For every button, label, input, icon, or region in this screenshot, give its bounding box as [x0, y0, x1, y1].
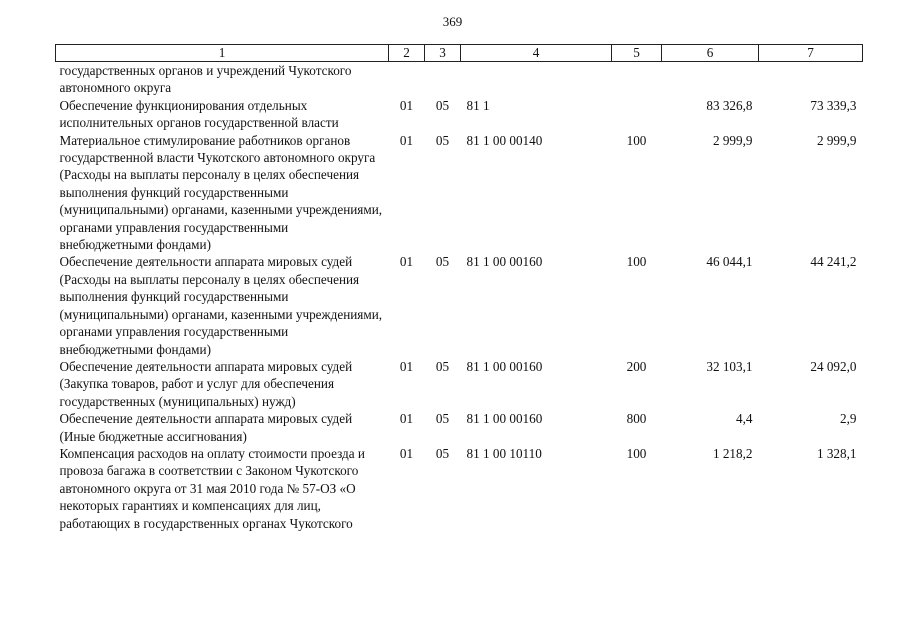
row-subsection: 05 [435, 358, 450, 374]
row-section: 01 [399, 132, 414, 148]
column-header-1: 1 [56, 45, 389, 62]
row-section: 01 [399, 254, 414, 270]
row-name: государственных органов и учреждений Чукотского автономного округа [59, 63, 352, 96]
row-subsection: 05 [435, 411, 450, 427]
row-amount-7: 24 092,0 [810, 358, 857, 374]
row-target-code: 81 1 00 10110 [466, 445, 542, 461]
row-subsection: 05 [435, 97, 450, 113]
row-target-code: 81 1 00 00160 [466, 411, 543, 427]
column-header-2: 2 [389, 45, 425, 62]
row-expense-type: 100 [626, 445, 647, 461]
row-name: Обеспечение деятельности аппарата мировых судей (Расходы на выплаты персоналу в целях обеспечения выполнения функций государственными (муниципальными) органами, казенными учреждениями, органами управления государственными внебюджетными фондами) [59, 254, 383, 357]
row-expense-type: 200 [626, 358, 647, 374]
row-subsection: 05 [435, 445, 450, 461]
row-amount-6: 46 044,1 [706, 254, 753, 270]
row-target-code: 81 1 00 00160 [466, 358, 543, 374]
row-amount-7: 73 339,3 [810, 97, 857, 113]
table-row [56, 253, 863, 357]
row-amount-6 [662, 62, 759, 97]
row-name: Обеспечение деятельности аппарата мировых судей (Иные бюджетные ассигнования) [59, 411, 353, 444]
row-amount-7: 44 241,2 [810, 254, 857, 270]
row-name: Компенсация расходов на оплату стоимости проезда и провоза багажа в соответствии с Законом Чукотского автономного округа от 31 мая 2010 года № 57-ОЗ «О некоторых гарантиях и компенсациях для лиц, работающих в государственных органах Чукотского [59, 445, 365, 531]
row-amount-6: 1 218,2 [712, 445, 753, 461]
row-target-code: 81 1 00 00160 [466, 254, 543, 270]
column-header-6: 6 [662, 45, 759, 62]
table-row [56, 132, 863, 254]
column-header-3: 3 [425, 45, 461, 62]
row-target-code: 81 1 [466, 97, 490, 113]
page-number: 369 [442, 14, 463, 29]
row-subsection [425, 62, 461, 97]
table-row [56, 62, 863, 97]
row-expense-type: 100 [626, 254, 647, 270]
row-name: Обеспечение деятельности аппарата мировых судей (Закупка товаров, работ и услуг для обеспечения государственных (муниципальных) нужд) [59, 358, 353, 409]
table-body [56, 62, 863, 532]
column-header-5: 5 [612, 45, 662, 62]
row-expense-type [612, 62, 662, 97]
row-amount-7: 2,9 [840, 411, 857, 427]
table-header [56, 45, 863, 62]
row-amount-7: 2 999,9 [816, 132, 857, 148]
row-section: 01 [399, 97, 414, 113]
row-amount-7 [759, 62, 863, 97]
table-row [56, 358, 863, 410]
row-target-code [461, 62, 612, 97]
row-section: 01 [399, 358, 414, 374]
row-amount-6: 2 999,9 [712, 132, 753, 148]
row-expense-type: 100 [626, 132, 647, 148]
row-section: 01 [399, 411, 414, 427]
table-row [56, 97, 863, 132]
row-expense-type [612, 97, 662, 132]
header-row [56, 45, 863, 62]
row-name: Обеспечение функционирования отдельных исполнительных органов государственной власти [59, 97, 339, 131]
row-amount-6: 32 103,1 [706, 358, 753, 374]
row-section: 01 [399, 445, 414, 461]
row-subsection: 05 [435, 132, 450, 148]
budget-table [55, 44, 863, 532]
row-name: Материальное стимулирование работников органов государственной власти Чукотского автономного округа (Расходы на выплаты персоналу в целях обеспечения выполнения функций государственными (муниципальными) органами, казенными учреждениями, органами управления государственными внебюджетными фондами) [59, 132, 383, 253]
row-subsection: 05 [435, 254, 450, 270]
table-row [56, 410, 863, 445]
row-target-code: 81 1 00 00140 [466, 132, 543, 148]
table-row [56, 445, 863, 532]
row-amount-7: 1 328,1 [816, 445, 857, 461]
row-amount-6: 4,4 [736, 411, 753, 427]
column-header-4: 4 [461, 45, 612, 62]
row-section [389, 62, 425, 97]
column-header-7: 7 [759, 45, 863, 62]
row-amount-6: 83 326,8 [706, 97, 753, 113]
row-expense-type: 800 [626, 411, 647, 427]
